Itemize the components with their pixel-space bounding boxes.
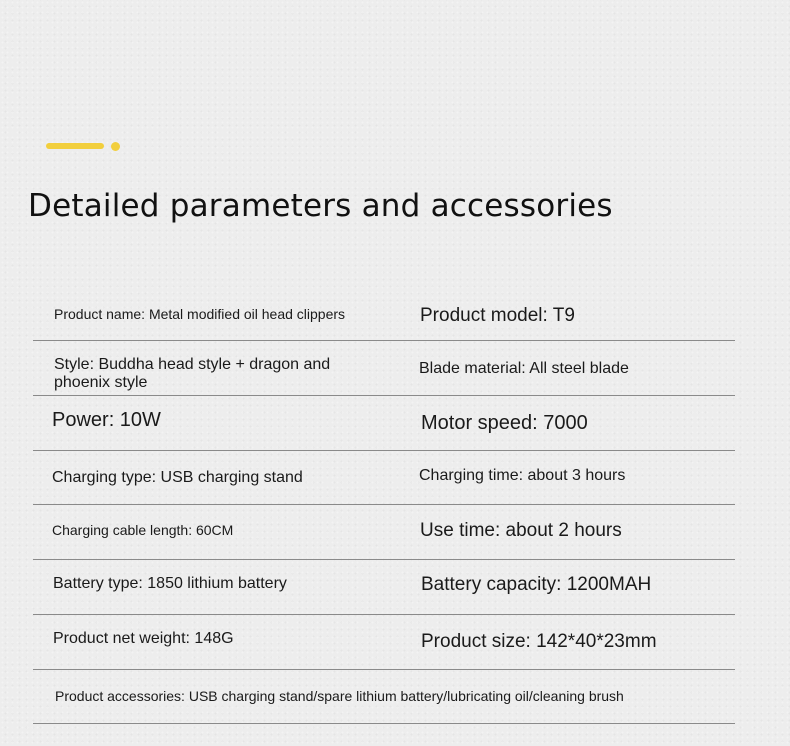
row-divider [33,723,735,724]
row-divider [33,450,735,451]
param-motor-speed: Motor speed: 7000 [421,412,588,434]
param-blade-material: Blade material: All steel blade [419,360,629,377]
param-accessories: Product accessories: USB charging stand/spare lithium battery/lubricating oil/cleaning brush [55,688,624,704]
param-product-size: Product size: 142*40*23mm [421,631,657,652]
accent-dot [111,142,120,151]
param-battery-capacity: Battery capacity: 1200MAH [421,574,652,595]
row-divider [33,614,735,615]
param-net-weight: Product net weight: 148G [53,630,234,647]
row-divider [33,340,735,341]
param-charging-time: Charging time: about 3 hours [419,467,626,484]
page-title: Detailed parameters and accessories [28,188,613,224]
param-use-time: Use time: about 2 hours [420,520,622,541]
param-charging-type: Charging type: USB charging stand [52,469,303,486]
param-cable-length: Charging cable length: 60CM [52,522,234,538]
param-product-name: Product name: Metal modified oil head clippers [54,306,346,322]
param-power: Power: 10W [52,409,161,431]
accent-bar [46,143,104,149]
param-product-model: Product model: T9 [420,305,575,326]
row-divider [33,504,735,505]
param-battery-type: Battery type: 1850 lithium battery [53,575,287,592]
param-style: Style: Buddha head style + dragon and phoenix style [54,356,331,391]
row-divider [33,395,735,396]
row-divider [33,559,735,560]
row-divider [33,669,735,670]
